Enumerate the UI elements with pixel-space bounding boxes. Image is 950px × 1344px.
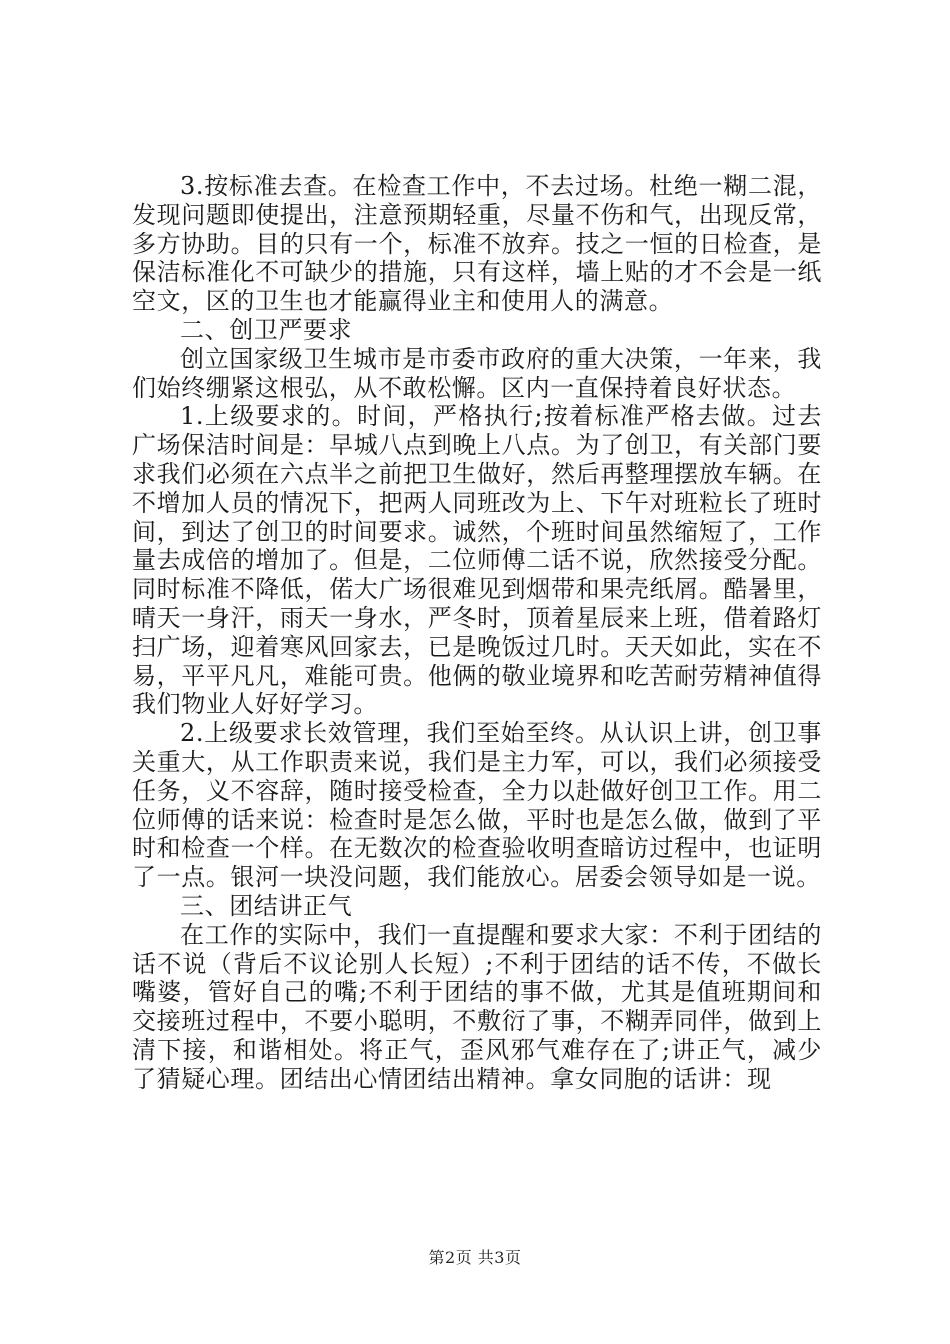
document-body (132, 172, 822, 1094)
section-heading-2: 二、创卫严要求 (180, 315, 353, 344)
paragraph-requirement-2: 2.上级要求长效管理，我们至始至终。从认识上讲，创卫事关重大，从工作职责来说，我们是主力军，可以，我们必须接受任务，义不容辞，随时接受检查，全力以赴做好创卫工作。用二位师傅的话来说：检查时是怎么做，平时也是怎么做，做到了平时和检查一个样。在无数次的检查验收明查暗访过程中，也证明了一点。银河一块没问题，我们能放心。居委会领导如是一说。 (132, 719, 822, 892)
paragraph-check-standard: 3.按标准去查。在检查工作中，不去过场。杜绝一糊二混，发现问题即使提出，注意预期轻重，尽量不伤和气，出现反常，多方协助。目的只有一个，标准不放弃。技之一恒的日检查，是保洁标准化不可缺少的措施，只有这样，墙上贴的才不会是一纸空文，区的卫生也才能赢得业主和使用人的满意。 (132, 172, 822, 316)
page-number-label: 第2页 共3页 (428, 1248, 522, 1267)
paragraph-sanitation-city: 创立国家级卫生城市是市委市政府的重大决策，一年来，我们始终绷紧这根弘，从不敢松懈。区内一直保持着良好状态。 (132, 344, 822, 402)
section-heading-3: 三、团结讲正气 (180, 891, 353, 920)
page-footer (0, 1245, 950, 1268)
paragraph-requirement-1: 1.上级要求的。时间，严格执行;按着标准严格去做。过去广场保洁时间是：早城八点到晚上八点。为了创卫，有关部门要求我们必须在六点半之前把卫生做好，然后再整理摆放车辆。在不增加人员的情况下，把两人同班改为上、下午对班粒长了班时间，到达了创卫的时间要求。诚然，个班时间虽然缩短了，工作量去成倍的增加了。但是，二位师傅二话不说，欣然接受分配。同时标准不降低，偌大广场很难见到烟带和果壳纸屑。酷暑里，晴天一身汗，雨天一身水，严冬时，顶着星辰来上班，借着路灯扫广场，迎着寒风回家去，已是晚饭过几时。天天如此，实在不易，平平凡凡，难能可贵。他俩的敬业境界和吃苦耐劳精神值得我们物业人好好学习。 (132, 402, 822, 719)
paragraph-unity: 在工作的实际中，我们一直提醒和要求大家：不利于团结的话不说（背后不议论别人长短）;不利于团结的话不传，不做长嘴婆，管好自己的嘴;不利于团结的事不做，尤其是值班期间和交接班过程中，不要小聪明，不敷衍了事，不糊弄同伴，做到上清下接，和谐相处。将正气，歪风邪气难存在了;讲正气，减少了猜疑心理。团结出心情团结出精神。拿女同胞的话讲：现 (132, 920, 822, 1093)
